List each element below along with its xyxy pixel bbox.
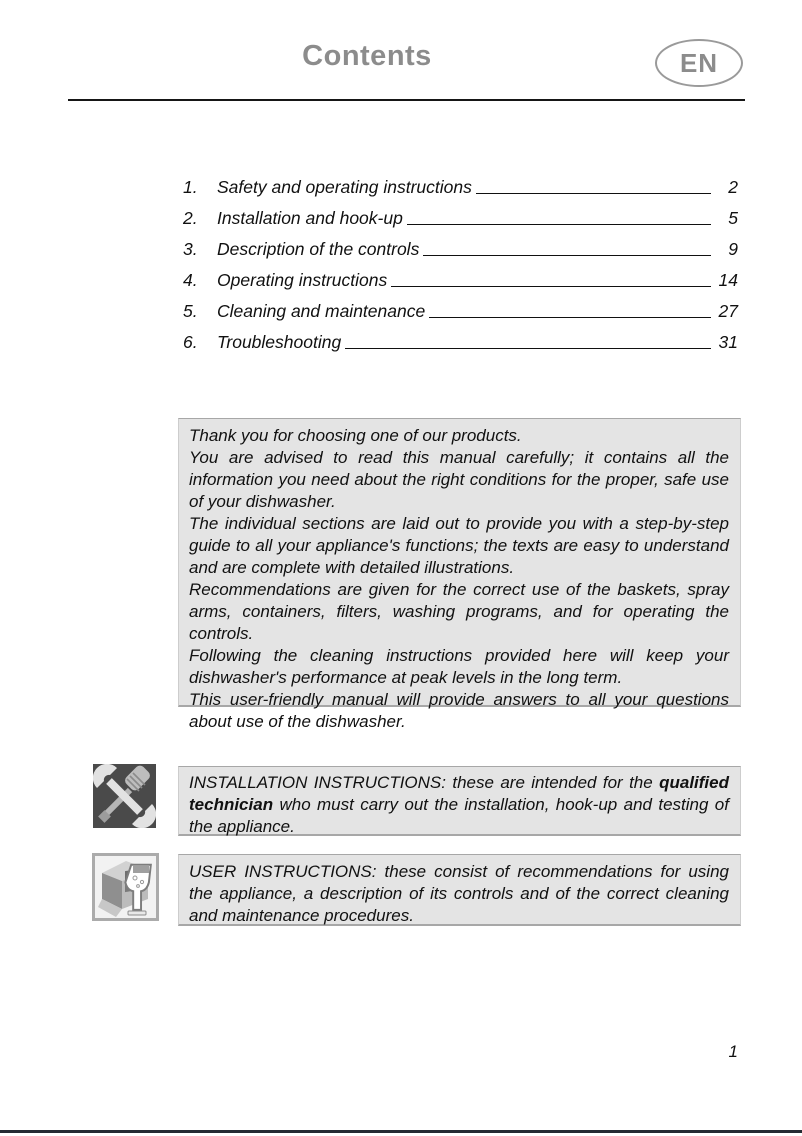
toc-item-number: 3. [183,238,198,259]
installation-text: INSTALLATION INSTRUCTIONS: these are intended for the [189,773,660,792]
intro-paragraph: You are advised to read this manual carefully; it contains all the information you need about the right conditions for the proper, safe use of your dishwasher. [189,448,729,511]
user-instructions-panel [178,854,741,926]
language-badge-label: EN [679,47,719,78]
toc-leader-line [345,346,711,349]
toc-leader-line [476,191,711,194]
toc-leader-line [423,253,711,256]
toc-row [183,290,738,321]
toc-leader-line [429,315,711,318]
toc-item-label: Safety and operating instructions [217,176,472,197]
intro-paragraph: This user-friendly manual will provide answers to all your questions about use of the dishwasher. [189,690,729,731]
toc-row [183,197,738,228]
header-divider [68,99,745,101]
intro-paragraph: Following the cleaning instructions provided here will keep your dishwasher's performance at peak levels in the long term. [189,646,729,687]
toc-leader-line [391,284,711,287]
intro-paragraph: The individual sections are laid out to provide you with a step-by-step guide to all your appliance's functions; the texts are easy to understand and are complete with detailed illustrations. [189,514,729,577]
toc-item-page: 9 [728,238,738,259]
intro-paragraph: Recommendations are given for the correct use of the baskets, spray arms, containers, filters, washing programs, and for operating the controls. [189,580,729,643]
toc-leader-line [407,222,711,225]
tools-icon [93,764,156,828]
toc-item-number: 2. [183,207,198,228]
toc-item-number: 5. [183,300,198,321]
page-title: Contents [302,40,432,72]
toc-row [183,166,738,197]
toc-item-page: 5 [728,207,738,228]
toc-item-number: 4. [183,269,198,290]
toc-row [183,321,738,352]
toc-row [183,259,738,290]
toc-item-label: Troubleshooting [217,331,342,352]
toc-item-number: 1. [183,176,198,197]
toc-item-label: Installation and hook-up [217,207,403,228]
table-of-contents [183,166,738,352]
toc-item-page: 14 [718,269,738,290]
toc-row [183,228,738,259]
toc-item-page: 31 [718,331,738,352]
installation-text: who must carry out the installation, hook-up and testing of the appliance. [189,795,729,836]
installation-instructions-panel [178,766,741,836]
bottom-divider [0,1130,802,1133]
dishwasher-icon [92,853,159,921]
intro-panel [178,418,741,731]
installation-text-bold: qualified technician [189,773,729,814]
toc-item-label: Operating instructions [217,269,388,290]
intro-paragraph: Thank you for choosing one of our products. [189,426,522,445]
language-badge [655,39,743,87]
toc-item-page: 27 [718,300,738,321]
toc-item-label: Cleaning and maintenance [217,300,426,321]
toc-item-page: 2 [728,176,738,197]
page-number: 1 [728,1042,738,1061]
user-text: USER INSTRUCTIONS: these consist of recommendations for using the appliance, a description of its controls and of the correct cleaning and maintenance procedures. [189,862,729,925]
toc-item-number: 6. [183,331,198,352]
toc-item-label: Description of the controls [217,238,420,259]
